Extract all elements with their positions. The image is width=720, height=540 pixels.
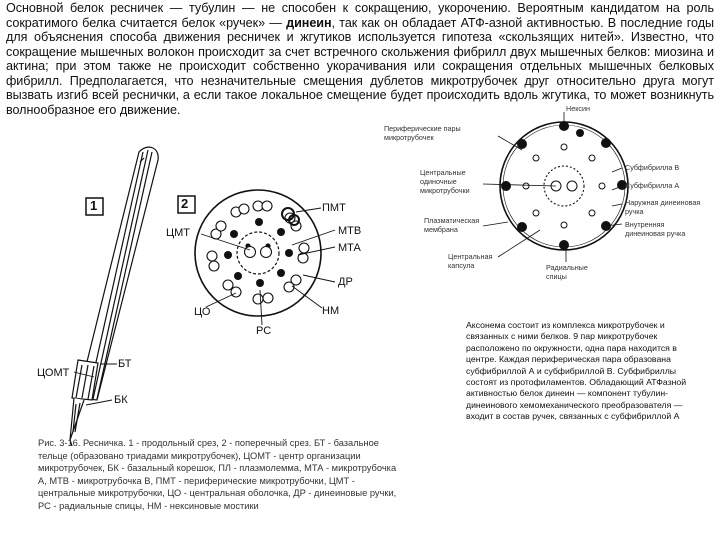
dynein-bold-term: динеин: [286, 15, 332, 30]
label-cmt: ЦМТ: [166, 227, 191, 239]
label-inner-arm: Внутренняя динеиновая ручка: [625, 220, 686, 238]
label-neksin: Нексин: [566, 104, 590, 113]
axoneme-note: Аксонема состоит из комплекса микротрубочек и связанных с ними белков. 9 пар микротрубочек расположено по окружности, одна пара находится в центре. Каждая периферическая пара образована субфибриллой А и субфибриллой В. Субфибриллы состоят из протофиламентов. Обладающий АТФазной активностью белок динеин — компонент тубулин-динеинового хемомеханического преобразователя — входит в состав ручек, связанных с субфибриллой А: [466, 320, 687, 422]
paragraph-part2: , так как он обладает АТФ-азной активностью. В последние годы для объяснения способа движения ресничек и жгутиков используется гипотеза «скользящих нитей». Известно, что сокращение мышечных волокон происходит за счет встречного скольжения фибрилл двух мышечных белков: миозина и актина; при этом также не происходит собственно укорачивания или сокращения отдельных мышечных белковых фибрилл. Предполагается, что незначительные смещения дублетов микротрубочек друг относительно друга могут вызвать изгиб всей реснички, а если такое локальное смещение будет происходить вдоль жгутика, то может возникнуть волнообразное его движение.: [6, 15, 714, 117]
label-nm: НМ: [322, 305, 340, 317]
figure-caption: Рис. 3-16. Ресничка. 1 - продольный срез, 2 - поперечный срез. БТ - базальное тельце (образовано триадами микротрубочек), ЦОМТ - центр организации микротрубочек, БК - базальный корешок, ПЛ - плазмолемма, МТА - микротрубочка А, МТВ - микротрубочка В, ПМТ - периферические микротрубочки, ЦМТ - центральные микротрубочки, ЦО - центральная оболочка, ДР - динеиновые ручки, РС - радиальные спицы, НМ - нексиновые мостики: [38, 438, 397, 511]
label-bt: БТ: [118, 358, 132, 370]
label-membrane: Плазматическая мембрана: [424, 216, 480, 234]
label-subB: Субфибрилла В: [625, 163, 680, 172]
label-subA: Субфибрилла А: [625, 181, 680, 190]
paragraph-part1: Основной белок ресничек — тубулин — не способен к сокращению, укорочению. Вероятным кандидатом на роль сократимого белка считается белок «ручек» —: [6, 1, 714, 30]
label-radial: Радиальные спицы: [546, 263, 588, 281]
label-dr: ДР: [338, 276, 353, 288]
label-central: Центральные одиночные микротрубочки: [420, 168, 470, 195]
label-peripheral: Периферические пары микротрубочек: [384, 124, 461, 142]
label-mta: МТА: [338, 242, 361, 254]
label-2: 2: [181, 196, 189, 211]
label-comt: ЦОМТ: [37, 367, 70, 379]
label-mtv: МТВ: [338, 225, 362, 237]
label-pmt: ПМТ: [322, 202, 346, 214]
label-capsule: Центральная капсула: [448, 252, 493, 270]
label-outer-arm: Наружная динеиновая ручка: [625, 198, 701, 216]
label-1: 1: [90, 198, 98, 213]
label-rs: РС: [256, 325, 272, 337]
label-bk: БК: [114, 394, 128, 406]
label-co: ЦО: [194, 306, 211, 318]
